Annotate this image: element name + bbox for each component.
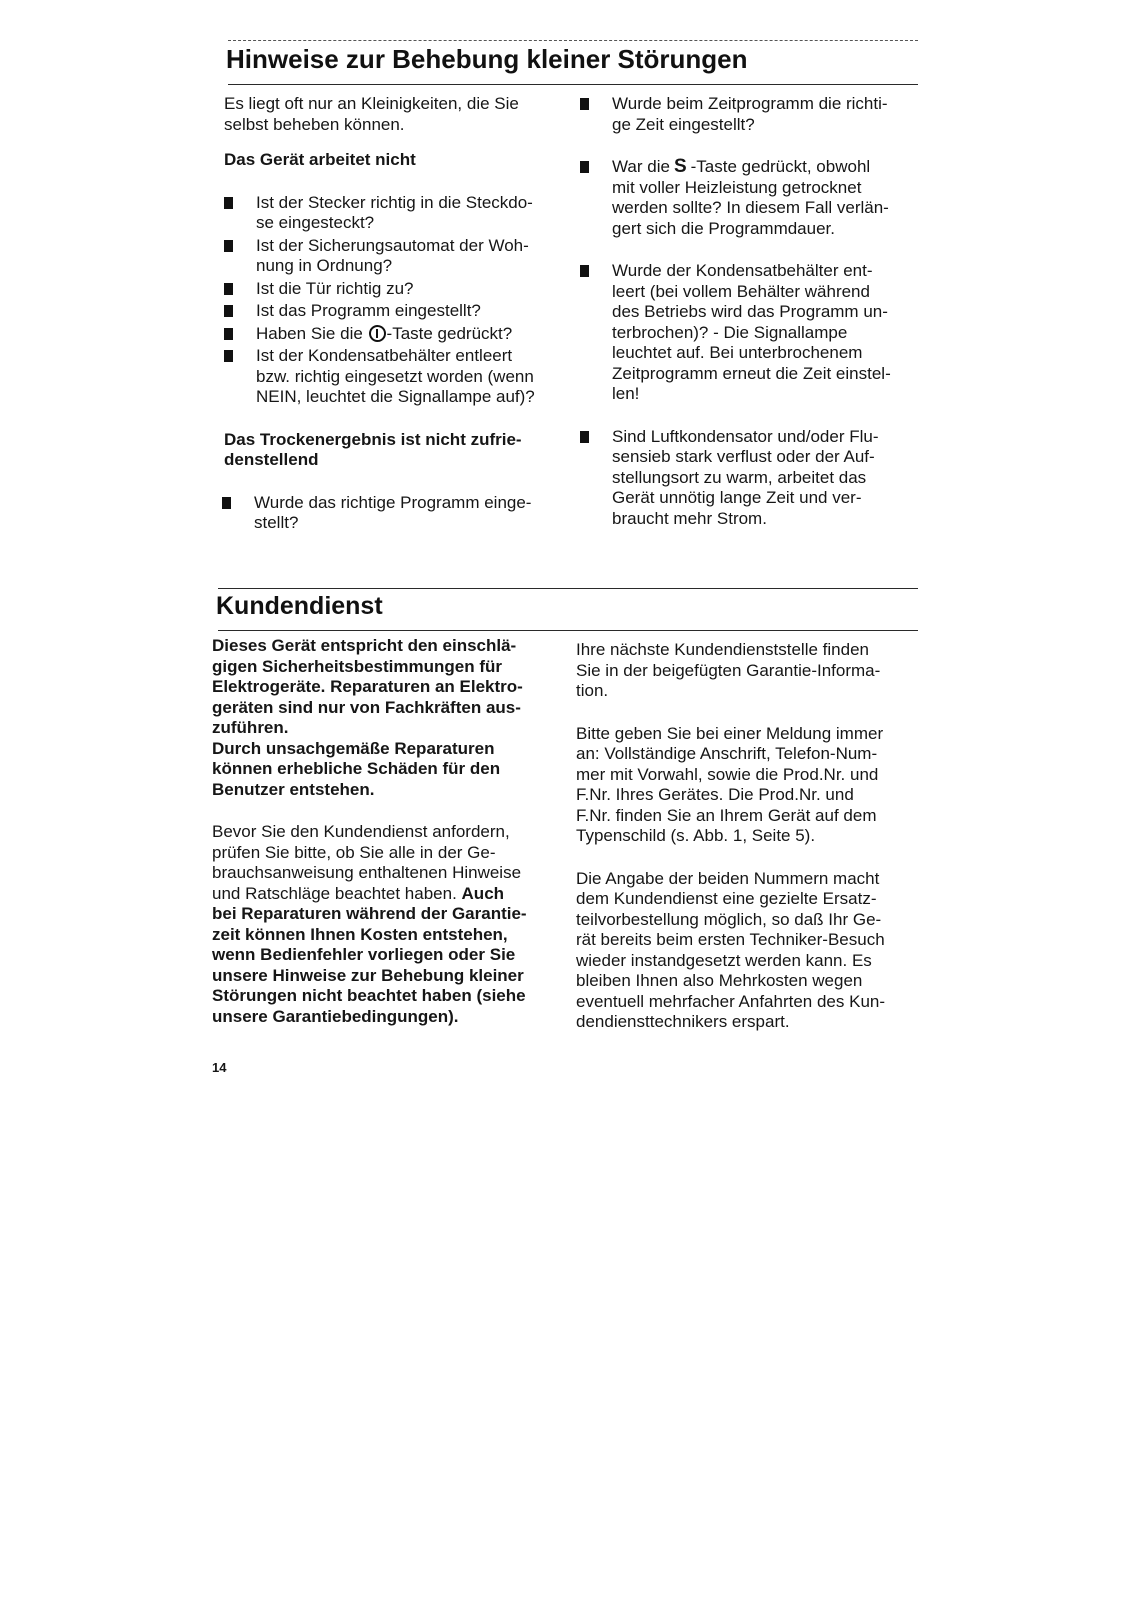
list-item: Ist der Stecker richtig in die Steckdo- se eingesteckt?: [220, 193, 564, 234]
section-divider-rule: [218, 588, 918, 589]
power-icon: [369, 325, 386, 342]
section-title-troubleshooting: Hinweise zur Behebung kleiner Störungen: [226, 44, 748, 74]
list-item: Wurde beim Zeitprogramm die richti- ge Zeit eingestellt?: [576, 94, 924, 135]
warranty-note: Bevor Sie den Kundendienst anfordern, prüfen Sie bitte, ob Sie alle in der Ge- brauchsanweisung enthaltenen Hinweise und Ratschläge beachtet haben. Auch bei Reparaturen während der Garantie- zeit können Ihnen Kosten entstehen, wenn Bedienfehler vorliegen oder Sie unsere Hinweise zur Behebung kleiner Störungen nicht beachtet haben (siehe unsere Garantiebedingungen).: [212, 822, 527, 1026]
list-item: Ist das Programm eingestellt?: [220, 301, 564, 322]
bullet-square-icon: [580, 161, 589, 173]
page-number: 14: [212, 1060, 227, 1075]
bullet-square-icon: [580, 98, 589, 110]
bullet-square-icon: [224, 305, 233, 317]
subhead-drying-result: Das Trockenergebnis ist nicht zufrie- denstellend: [224, 429, 522, 469]
bullet-square-icon: [224, 350, 233, 362]
list-item: Wurde das richtige Programm einge- stellt?: [218, 493, 564, 534]
not-working-checklist: [220, 193, 564, 408]
list-item: Wurde der Kondensatbehälter ent- leert (bei vollem Behälter während des Betriebs wird das Programm un- terbrochen)? - Die Signallampe leuchtet auf. Bei unterbrochenem Zeitprogramm erneut die Zeit einstel- len!: [576, 261, 924, 405]
bullet-square-icon: [224, 197, 233, 209]
troubleshooting-left-column: [224, 94, 564, 534]
bullet-square-icon: [224, 328, 233, 340]
s-key-symbol: S: [673, 156, 687, 177]
part-numbers-note: Die Angabe der beiden Nummern macht dem Kundendienst eine gezielte Ersatz- teilvorbestellung möglich, so daß Ihr Ge- rät bereits beim ersten Techniker-Besuch wieder instandgesetzt werden kann. Es bleiben Ihnen also Mehrkosten wegen eventuell mehrfacher Anfahrten des Kun- dendiensttechnikers erspart.: [576, 868, 886, 1031]
customer-service-left-column: [212, 636, 560, 1027]
troubleshooting-right-column: [576, 94, 924, 529]
list-item: Haben Sie die -Taste gedrückt?: [220, 324, 564, 345]
list-item: Ist der Kondensatbehälter entleert bzw. richtig eingesetzt worden (wenn NEIN, leuchtet die Signallampe auf)?: [220, 346, 564, 408]
list-item: Ist die Tür richtig zu?: [220, 279, 564, 300]
bullet-square-icon: [224, 240, 233, 252]
bullet-square-icon: [580, 265, 589, 277]
customer-service-right-column: [576, 640, 922, 1033]
subhead-not-working: Das Gerät arbeitet nicht: [224, 150, 416, 169]
right-checklist: [576, 94, 924, 529]
bullet-square-icon: [222, 497, 231, 509]
bullet-square-icon: [224, 283, 233, 295]
list-item: Sind Luftkondensator und/oder Flu- sensieb stark verflust oder der Auf- stellungsort zu warm, arbeitet das Gerät unnötig lange Zeit und ver- braucht mehr Strom.: [576, 427, 924, 530]
title-rule: [228, 84, 918, 85]
bullet-square-icon: [580, 431, 589, 443]
top-rule: [228, 40, 918, 41]
section-title-customer-service: Kundendienst: [216, 592, 383, 620]
safety-notice: Dieses Gerät entspricht den einschlä- gigen Sicherheitsbestimmungen für Elektrogeräte. Reparaturen an Elektro- geräten sind nur von Fachkräften aus- zuführen. Durch unsachgemäße Reparaturen können erhebliche Schäden für den Benutzer entstehen.: [212, 636, 523, 799]
drying-result-checklist: [218, 493, 564, 534]
list-item: War die S -Taste gedrückt, obwohl mit voller Heizleistung getrocknet werden sollte? In diesem Fall verlän- gert sich die Programmdauer.: [576, 157, 924, 239]
title-rule: [218, 630, 918, 631]
list-item: Ist der Sicherungsautomat der Woh- nung in Ordnung?: [220, 236, 564, 277]
report-details-note: Bitte geben Sie bei einer Meldung immer an: Vollständige Anschrift, Telefon-Num- mer mit Vorwahl, sowie die Prod.Nr. und F.Nr. Ihres Gerätes. Die Prod.Nr. und F.Nr. finden Sie an Ihrem Gerät auf dem Typenschild (s. Abb. 1, Seite 5).: [576, 723, 884, 845]
service-location-note: Ihre nächste Kundendienststelle finden Sie in der beigefügten Garantie-Informa- tion.: [576, 640, 881, 700]
intro-text: Es liegt oft nur an Kleinigkeiten, die Sie selbst beheben können.: [224, 94, 519, 134]
